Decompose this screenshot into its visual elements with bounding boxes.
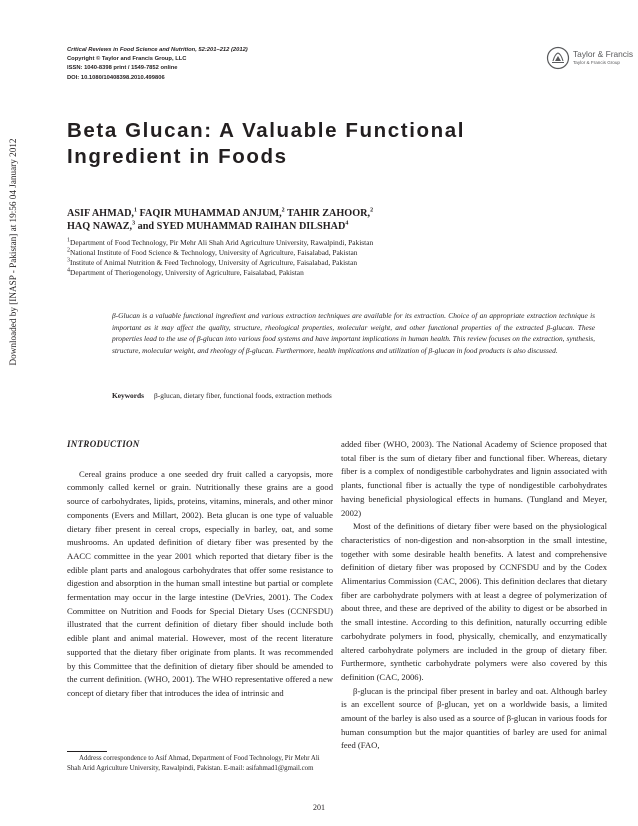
affiliation-item [67, 268, 607, 278]
body-column-right [341, 438, 607, 753]
affiliations [67, 238, 607, 278]
author-affil-mark: 2 [281, 207, 285, 214]
affiliation-number: 4 [67, 267, 70, 274]
abstract: β-Glucan is a valuable functional ingredient and various extraction techniques are available for its extraction. Choice of an appropriate extraction technique is important as it may affect the quality, structure, rheological properties, molecular weight, and other functional properties of the extracted β-glucan. These properties lead to the use of β-glucan into various food systems and have important implications in human health. This review focuses on the extraction, synthesis, structure, molecular weight, and rheology of β-glucan. Furthermore, health implications and utilization of β-glucan in food products is also discussed. [112, 311, 595, 355]
body-paragraph: added fiber (WHO, 2003). The National Academy of Science proposed that total fiber is the sum of dietary fiber and functional fiber. Whereas, dietary fiber is a complex of nondigestible carbohydrates and lignin associated with plants, functional fiber is actually the type of nondigestible carbohydrates having beneficial physiological effects in humans. (Tungland and Meyer, 2002) [341, 439, 607, 518]
keywords-label: Keywords [112, 391, 145, 400]
article-title [67, 118, 587, 170]
body-paragraph: Cereal grains produce a one seeded dry fruit called a caryopsis, more commonly called kernel or grain. Nutritionally these grains are a good source of carbohydrates, lipids, proteins, vitamins, minerals, and other minor components (Evers and Millart, 2002). Beta glucan is one type of valuable dietary fiber present in cereal crops, especially in barley, oat, and some mushrooms. An updated definition of dietary fiber was presented by the AACC committee in the year 2001 which reported that dietary fiber is the edible plant parts and analogous carbohydrates that offer some resistance to digestion and absorption in the human small intestine but partial or complete fermentation may occur in the large intestine (DeVries, 2001). The Codex Committee on Nutrition and Foods for Special Dietary Uses (CCNFSDU) illustrated that the current definition of dietary fiber should include both edible plant and animal material. However, most of the recent literature supported that the dietary fiber originate from plants. It was recommended by this Committee that the definition of dietary fiber should be amended to the current definition. (WHO, 2001). The WHO representative offered a new concept of dietary fiber that introduces the idea of intrinsic and [67, 468, 333, 698]
journal-header [67, 46, 397, 83]
journal-citation: Critical Reviews in Food Science and Nutrition, 52:201–212 (2012) [67, 47, 248, 53]
affiliation-number: 3 [67, 257, 70, 264]
article-title-line1: Beta Glucan: A Valuable Functional [67, 119, 466, 142]
keywords [112, 391, 592, 400]
author-name: FAQIR MUHAMMAD ANJUM, [136, 208, 282, 219]
author-list [67, 207, 587, 233]
journal-doi: DOI: 10.1080/10408398.2010.499806 [67, 74, 165, 81]
author-affil-mark: 3 [132, 220, 136, 227]
author-affil-mark: 1 [133, 207, 137, 214]
publisher-group: Taylor & Francis Group [573, 60, 620, 65]
author-name: TAHIR ZAHOOR, [284, 208, 371, 219]
footnote-rule [67, 751, 107, 752]
author-affil-mark: 4 [345, 220, 349, 227]
section-heading: INTRODUCTION [67, 439, 140, 449]
publisher-name: Taylor & Francis [573, 49, 634, 59]
affiliation-text: Department of Theriogenology, University of Agriculture, Faisalabad, Pakistan [70, 268, 304, 277]
author-name: HAQ NAWAZ, [67, 221, 133, 232]
body-column-left [67, 438, 333, 701]
body-paragraph: β-glucan is the principal fiber present in barley and oat. Although barley is an excellent source of β-glucan, yet on a worldwide basis, a limited amount of the barley is also used as a source of β-glucan in various foods for human consumption but the major quantities of barley are used for animal feed (FAO, [341, 685, 607, 751]
journal-copyright: Copyright © Taylor and Francis Group, LLC [67, 56, 187, 63]
affiliation-number: 1 [67, 237, 70, 244]
affiliation-number: 2 [67, 247, 70, 254]
affiliation-item [67, 258, 607, 268]
download-stamp: Downloaded by [INASP - Pakistan] at 19:56 04 January 2012 [8, 138, 18, 366]
keywords-text: β-glucan, dietary fiber, functional foods, extraction methods [154, 391, 332, 400]
author-line1 [67, 207, 587, 220]
journal-issn: ISSN: 1040-8398 print / 1549-7852 online [67, 65, 178, 72]
affiliation-text: National Institute of Food Science & Technology, University of Agriculture, Faisalabad, Pakistan [70, 248, 358, 257]
publisher-logo-icon [546, 46, 570, 70]
publisher-logo [546, 46, 636, 72]
affiliation-item [67, 248, 607, 258]
author-name: ASIF AHMAD, [67, 208, 134, 219]
author-line2 [67, 220, 587, 233]
affiliation-text: Institute of Animal Nutrition & Feed Technology, University of Agriculture, Faisalabad, Pakistan [70, 258, 358, 267]
body-paragraph: Most of the definitions of dietary fiber were based on the physiological characteristics of non-digestion and non-absorption in the small intestine, together with some desirable health benefits. A latest and comprehensive definition of dietary fiber was proposed by CCNFSDU and by the Codex Alimentarius Commission (CAC, 2006). This definition declares that dietary fiber are carbohydrate polymers with at least a degree of polymerization of about three, and these are deprived of the ability to digest or be absorbed in the small intestine. According to this definition, naturally occurring edible carbohydrate polymers in food, physically, chemically, and enzymatically altered carbohydrate polymers are included in the group of dietary fiber. Furthermore, synthetic carbohydrate polymers were also covered by this definition (CAC, 2006). [341, 521, 607, 682]
page-number: 201 [313, 803, 325, 812]
author-name: and SYED MUHAMMAD RAIHAN DILSHAD [135, 221, 346, 232]
article-title-line2: Ingredient in Foods [67, 145, 288, 168]
affiliation-item [67, 238, 607, 248]
correspondence-footnote: Address correspondence to Asif Ahmad, Department of Food Technology, Pir Mehr Ali Shah Arid Agriculture University, Rawalpindi, Pakistan. E-mail: asifahmad1@gmail.com [67, 755, 320, 772]
author-affil-mark: 2 [370, 207, 374, 214]
affiliation-text: Department of Food Technology, Pir Mehr Ali Shah Arid Agriculture University, Rawalpindi, Pakistan [70, 238, 374, 247]
